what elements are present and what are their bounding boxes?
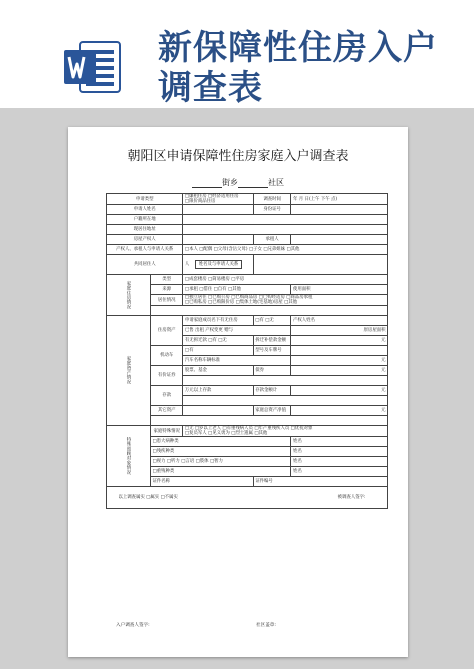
housing-source-label: 来源 — [151, 285, 183, 295]
house-area-label: 原房屋面积 — [291, 326, 388, 336]
house-has-options[interactable]: □ 有 □ 无 — [253, 316, 291, 326]
disability-row[interactable]: □ 残疾种类 — [151, 447, 291, 457]
mental-name-label: 姓名 — [291, 457, 388, 467]
serious-row[interactable]: □ 重残种类 — [151, 467, 291, 477]
securities-unit: 元 — [291, 366, 388, 376]
relation-label: 产权人、承租人与申请人关系 — [107, 245, 183, 255]
certificate-number-label: 证件编号 — [253, 477, 387, 487]
cohabit-names[interactable] — [253, 255, 387, 275]
survey-time-label: 调查时间 — [253, 194, 291, 205]
other-asset-field[interactable] — [183, 406, 253, 416]
serious-name-label: 姓名 — [291, 467, 388, 477]
word-doc-icon — [62, 36, 124, 98]
family-asset-label: 家庭总资产净值 — [253, 406, 291, 416]
vehicle-label: 机动车 — [151, 346, 183, 366]
deposit-unit: 元 — [291, 386, 388, 396]
housing-type-label: 类型 — [151, 275, 183, 285]
disease-name-label: 姓名 — [291, 437, 388, 447]
owner-field[interactable] — [183, 235, 253, 245]
housing-section: 家庭住房情况 — [107, 275, 151, 316]
current-address-label: 现居住地址 — [107, 225, 183, 235]
housing-source-options[interactable]: □ 承租 □ 借住 □ 自有 □ 其他 — [183, 285, 291, 295]
certificate-label: 证件名称 — [151, 477, 254, 487]
vehicle-model-field[interactable] — [291, 346, 388, 356]
statement-row[interactable]: 以上调查属实 □属实 □不属实 被调查人签字: — [107, 487, 388, 509]
current-address-field[interactable] — [183, 225, 388, 235]
cohabit-count[interactable]: 人 姓名及与申请人关系 — [183, 255, 253, 275]
other-asset-label: 其它资产 — [151, 406, 183, 416]
cohabit-label: 共同居住人 — [107, 255, 183, 275]
renter-label: 承租人 — [253, 235, 291, 245]
disease-row[interactable]: □ 患大病种类 — [151, 437, 291, 447]
securities-label: 有价证券 — [151, 366, 183, 386]
living-options[interactable]: □ 独立居住 □ 已购公房 □ 已购商品房 □ 已购经适房 □ 商品房承租 □ 已购私房 □ 已购限价房 □ 集体土地(宅基地)房屋 □ 其他 — [183, 295, 388, 306]
asset-extra-row — [151, 416, 388, 426]
house-status[interactable]: 已售 出租 产权变更 赠与 — [183, 326, 291, 336]
house-asset-label: 住房资产 — [151, 316, 183, 346]
disability-name-label: 姓名 — [291, 447, 388, 457]
special-label: 家庭特殊情况 — [151, 426, 183, 437]
owner-label: 房屋产权人 — [107, 235, 183, 245]
apply-type-label: 申请类型 — [107, 194, 183, 205]
signature-row: 入户调查人签字: 社区盖章: — [116, 623, 276, 628]
vehicle-has[interactable]: □ 有 — [183, 346, 253, 356]
form-page — [68, 127, 408, 657]
hukou-field[interactable] — [183, 215, 388, 225]
house-owner-name-label: 产权人姓名 — [291, 316, 388, 326]
house-has-label: 申请家庭成员名下有无住房 — [183, 316, 253, 326]
applicant-name-label: 申请人姓名 — [107, 205, 183, 215]
vehicle-model-label: 型号及车牌号 — [253, 346, 291, 356]
special-section: 特殊照顾对象情况 — [107, 426, 151, 487]
deposit-label: 存款 — [151, 386, 183, 406]
vehicle-unit: 元 — [291, 356, 388, 366]
special-options[interactable]: □ 无 □ 岁以上老人 □ 有重残病人员 □ 年产重残疾人员 □ 优抚对象 □ 复员军人 □ 见义勇为 □ 烈士遗属 □ 其他 — [183, 426, 388, 437]
deposit-extra[interactable] — [183, 396, 388, 406]
living-label: 居住情况 — [151, 295, 183, 306]
demolish-unit: 元 — [291, 336, 388, 346]
apply-type-options[interactable]: □ 廉租住房 □ 经济适用住房 □ 限价商品住房 — [183, 194, 253, 205]
applicant-name-field[interactable] — [183, 205, 253, 215]
deposit-amount-label: 存款金额计 — [253, 386, 291, 396]
stock-label: 股票、基金 — [183, 366, 253, 376]
use-area-label: 使用面积 — [291, 285, 388, 295]
hukou-label: 户籍所在地 — [107, 215, 183, 225]
street-line: 街乡 社区 — [68, 177, 408, 188]
survey-time-field[interactable]: 年 月 日(上午 下午 点) — [291, 194, 388, 205]
page-header — [0, 0, 474, 108]
demolish-amount-label: 拆迁补偿款金额 — [253, 336, 291, 346]
vehicle-value-label: 汽车名称车辆标准 — [183, 356, 291, 366]
renter-field[interactable] — [291, 235, 388, 245]
document-title: 新保障性住房入户 调查表 — [158, 28, 438, 108]
relation-options[interactable]: □ 本人 □ 配偶 □ 父母(含岳父母) □ 子女 □ 兄弟姐妹 □ 其他 — [183, 245, 388, 255]
disability-options[interactable]: □ 视力 □ 听力 □ 言语 □ 肢体 □ 智力 — [151, 457, 291, 467]
housing-extra-row — [151, 306, 388, 316]
housing-type-options[interactable]: □ 成套楼房 □ 简易楼房 □ 平房 — [183, 275, 388, 285]
securities-extra[interactable] — [183, 376, 388, 386]
form-title: 朝阳区申请保障性住房家庭入户调查表 — [127, 149, 349, 164]
deposit-value-label: 万元以上存款 — [183, 386, 253, 396]
bond-label: 债券 — [253, 366, 291, 376]
id-label: 身份证号 — [253, 205, 291, 215]
demolish-options[interactable]: 有无拆迁款 □ 有 □ 无 — [183, 336, 253, 346]
id-field[interactable] — [291, 205, 388, 215]
asset-section: 家庭资产情况 — [107, 316, 151, 426]
survey-table — [106, 193, 388, 509]
family-asset-unit: 元 — [291, 406, 388, 416]
